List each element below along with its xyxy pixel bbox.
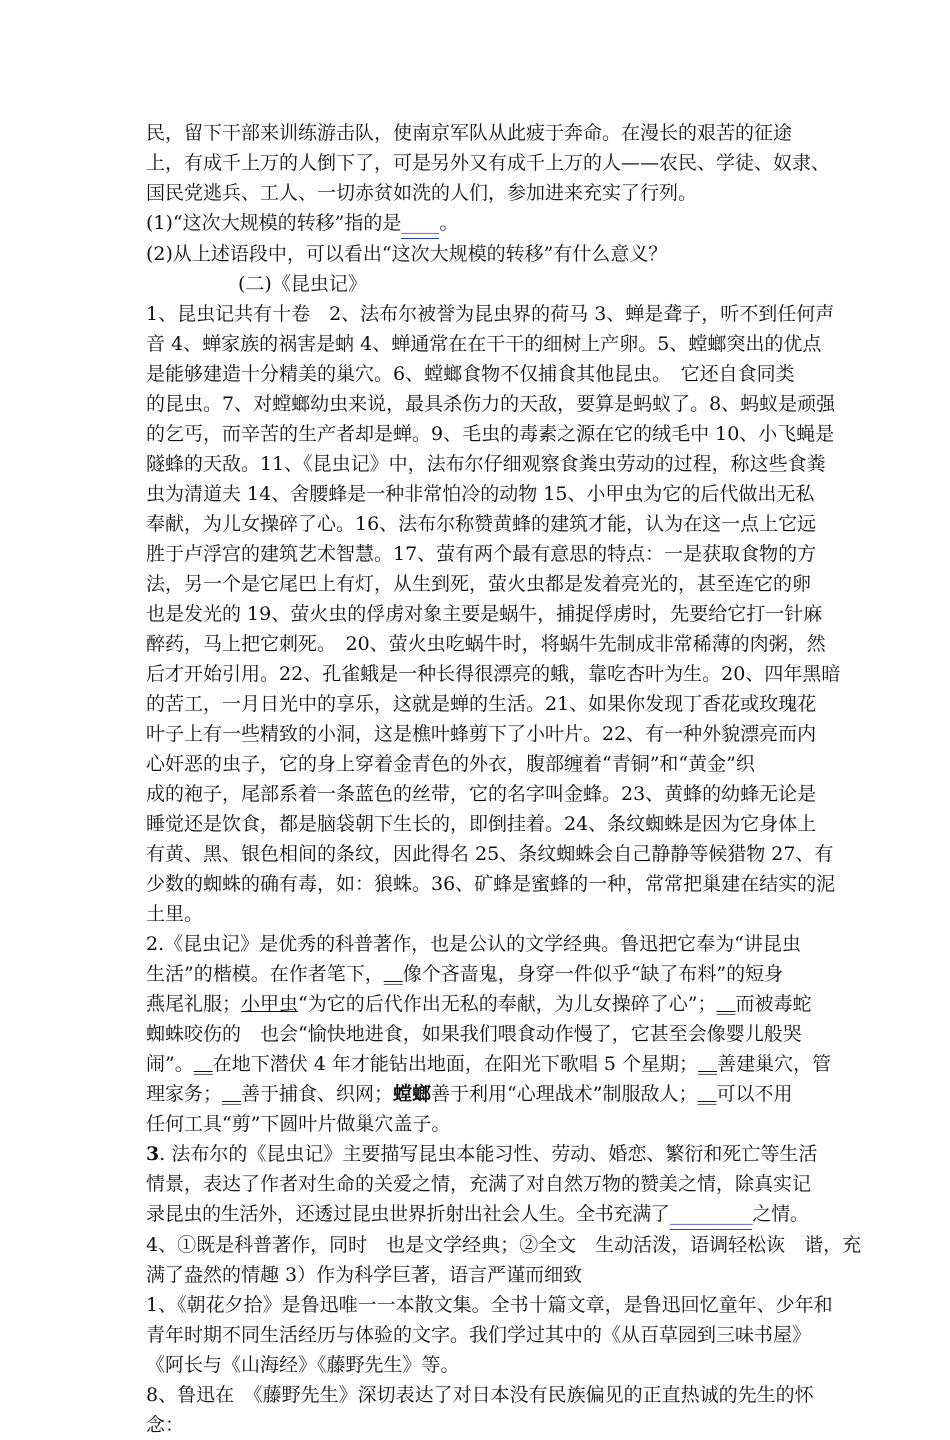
answer-blank: __ <box>716 993 736 1015</box>
text-span: 可以不用 <box>716 1083 793 1105</box>
text-span: 燕尾礼服； <box>146 993 242 1015</box>
text-line: 的苦工，一月日光中的享乐，这就是蝉的生活。21、如果你发现丁香花或玫瑰花 <box>146 693 817 715</box>
text-line <box>146 1139 908 1169</box>
answer-blank: __ <box>383 963 403 985</box>
question-2: (2)从上述语段中，可以看出“这次大规模的转移”有什么意义？ <box>146 243 668 265</box>
text-span: 像个吝啬鬼，身穿一件似乎“缺了布料”的短身 <box>402 963 784 985</box>
text-line: 心奸恶的虫子，它的身上穿着金青色的外衣，腹部缠着“青铜”和“黄金”织 <box>146 753 755 775</box>
text-line: 隧蜂的天敌。11、《昆虫记》中，法布尔仔细观察食粪虫劳动的过程，称这些食粪 <box>146 453 826 475</box>
text-line: 睡觉还是饮食，都是脑袋朝下生长的，即倒挂着。24、条纹蜘蛛是因为它身体上 <box>146 813 817 835</box>
text-span: 善建巢穴，管 <box>717 1053 832 1075</box>
text-span: 善于利用“心理战术”制服敌人； <box>431 1083 698 1105</box>
text-span: 理家务； <box>146 1083 223 1105</box>
text-line: 青年时期不同生活经历与体验的文字。我们学过其中的《从百草园到三味书屋》 <box>146 1324 812 1346</box>
text-line: 有黄、黑、银色相间的条纹，因此得名 25、条纹蜘蛛会自己静静等候猎物 27、有 <box>146 843 834 865</box>
bold-answer: 螳螂 <box>393 1083 432 1105</box>
document-page <box>146 118 908 1440</box>
text-line: 满了盎然的情趣 3）作为科学巨著，语言严谨而细致 <box>146 1264 583 1286</box>
text-line: 任何工具“剪”下圆叶片做巢穴盖子。 <box>146 1113 451 1135</box>
text-line: 少数的蜘蛛的确有毒，如：狼蛛。36、矿蜂是蜜蜂的一种，常常把巢建在结实的泥 <box>146 873 836 895</box>
text-line <box>146 959 908 989</box>
text-line: 2.《昆虫记》是优秀的科普著作，也是公认的文学经典。鲁迅把它奉为“讲昆虫 <box>146 933 801 955</box>
text-span: 善于捕食、织网； <box>241 1083 394 1105</box>
text-line: 念： <box>146 1414 185 1436</box>
text-line: 8、鲁迅在 《藤野先生》深切表达了对日本没有民族偏见的正直热诚的先生的怀 <box>146 1384 814 1406</box>
text-line <box>146 1049 908 1079</box>
text-line: 叶子上有一些精致的小洞，这是樵叶蜂剪下了小叶片。22、有一种外貌漂亮而内 <box>146 723 817 745</box>
text-span: . 法布尔的《昆虫记》主要描写昆虫本能习性、劳动、婚恋、繁衍和死亡等生活 <box>159 1143 818 1165</box>
text-line: 4、①既是科普著作，同时 也是文学经典；②全文 生动活泼，语调轻松诙 谐，充 <box>146 1234 862 1256</box>
section-title: (二)《昆虫记》 <box>238 273 367 295</box>
text-line <box>146 989 908 1019</box>
lu-xun-block <box>146 1290 908 1440</box>
text-span: 而被毒蛇 <box>735 993 812 1015</box>
question-3-block <box>146 1139 908 1230</box>
answer-blank: __ <box>697 1083 717 1105</box>
text-line: 蜘蛛咬伤的 也会“愉快地进食，如果我们喂食动作慢了，它甚至会像婴儿般哭 <box>146 1023 802 1045</box>
text-line: 法，另一个是它尾巴上有灯，从生到死，萤火虫都是发着亮光的，甚至连它的卵 <box>146 573 812 595</box>
text-span: 生活”的楷模。在作者笔下， <box>146 963 384 985</box>
insect-facts-paragraph <box>146 299 908 929</box>
text-span: “为它的后代作出无私的奉献，为儿女操碎了心”； <box>298 993 717 1015</box>
text-line: 土里。 <box>146 903 204 925</box>
text-line: 胜于卢浮宫的建筑艺术智慧。17、萤有两个最有意思的特点：一是获取食物的方 <box>146 543 817 565</box>
text-line: 1、昆虫记共有十卷 2、法布尔被誉为昆虫界的荷马 3、蝉是聋子，听不到任何声 <box>146 303 835 325</box>
text-line: 《阿长与《山海经》《藤野先生》等。 <box>146 1354 460 1376</box>
question-1 <box>146 208 908 239</box>
question-text: 。 <box>439 212 459 234</box>
answer-4-block <box>146 1230 908 1290</box>
answer-blank: _________ <box>670 1199 753 1230</box>
text-line: 1、《朝花夕拾》是鲁迅唯一一本散文集。全书十篇文章，是鲁迅回忆童年、少年和 <box>146 1294 833 1316</box>
question-number: 3 <box>146 1143 160 1165</box>
text-line: 上，有成千上万的人倒下了，可是另外又有成千上万的人——农民、学徒、奴隶、 <box>146 152 831 174</box>
text-span: 之情。 <box>752 1203 809 1225</box>
text-span: 录昆虫的生活外，还透过昆虫世界折射出社会人生。全书充满了 <box>146 1203 670 1225</box>
text-line: 民，留下干部来训练游击队，使南京军队从此疲于奔命。在漫长的艰苦的征途 <box>146 122 793 144</box>
text-span: 在地下潜伏 4 年才能钻出地面，在阳光下歌唱 5 个星期； <box>212 1053 699 1075</box>
answer-blank: __ <box>222 1083 242 1105</box>
text-line: 成的袍子，尾部系着一条蓝色的丝带，它的名字叫金蜂。23、黄蜂的幼蜂无论是 <box>146 783 817 805</box>
text-line: 情景，表达了作者对生命的关爱之情，充满了对自然万物的赞美之情，除真实记 <box>146 1173 812 1195</box>
text-line: 醉药，马上把它刺死。 20、萤火虫吃蜗牛时，将蜗牛先制成非常稀薄的肉粥，然 <box>146 633 826 655</box>
text-span: 闹”。 <box>146 1053 194 1075</box>
text-line: 是能够建造十分精美的巢穴。6、螳螂食物不仅捕食其他昆虫。 它还自食同类 <box>146 363 795 385</box>
intro-paragraph <box>146 118 908 269</box>
answer-blank: __ <box>698 1053 718 1075</box>
text-line: 国民党逃兵、工人、一切赤贫如洗的人们，参加进来充实了行列。 <box>146 182 698 204</box>
answer-blank: __ <box>193 1053 213 1075</box>
text-line: 也是发光的 19、萤火虫的俘虏对象主要是蜗牛，捕捉俘虏时，先要给它打一针麻 <box>146 603 823 625</box>
text-line: 的昆虫。7、对螳螂幼虫来说，最具杀伤力的天敌，要算是蚂蚁了。8、蚂蚁是顽强 <box>146 393 836 415</box>
answer-blank: ____ <box>401 208 439 239</box>
text-line: 的乞丐，而辛苦的生产者却是蝉。9、毛虫的毒素之源在它的绒毛中 10、小飞蝇是 <box>146 423 835 445</box>
question-text: (1)“这次大规模的转移”指的是 <box>146 212 402 234</box>
text-line: 虫为清道夫 14、舍腰蜂是一种非常怕冷的动物 15、小甲虫为它的后代做出无私 <box>146 483 815 505</box>
underlined-answer: 小甲虫 <box>241 993 299 1015</box>
text-line: 奉献，为儿女操碎了心。16、法布尔称赞黄蜂的建筑才能，认为在这一点上它远 <box>146 513 817 535</box>
text-line: 音 4、蝉家族的祸害是蚋 4、蝉通常在在干干的细树上产卵。5、螳螂突出的优点 <box>146 333 822 355</box>
text-line <box>146 1079 908 1109</box>
question-2-block <box>146 929 908 1139</box>
text-line: 后才开始引用。22、孔雀蛾是一种长得很漂亮的蛾，靠吃杏叶为生。20、四年黑暗 <box>146 663 841 685</box>
text-line <box>146 1199 908 1230</box>
